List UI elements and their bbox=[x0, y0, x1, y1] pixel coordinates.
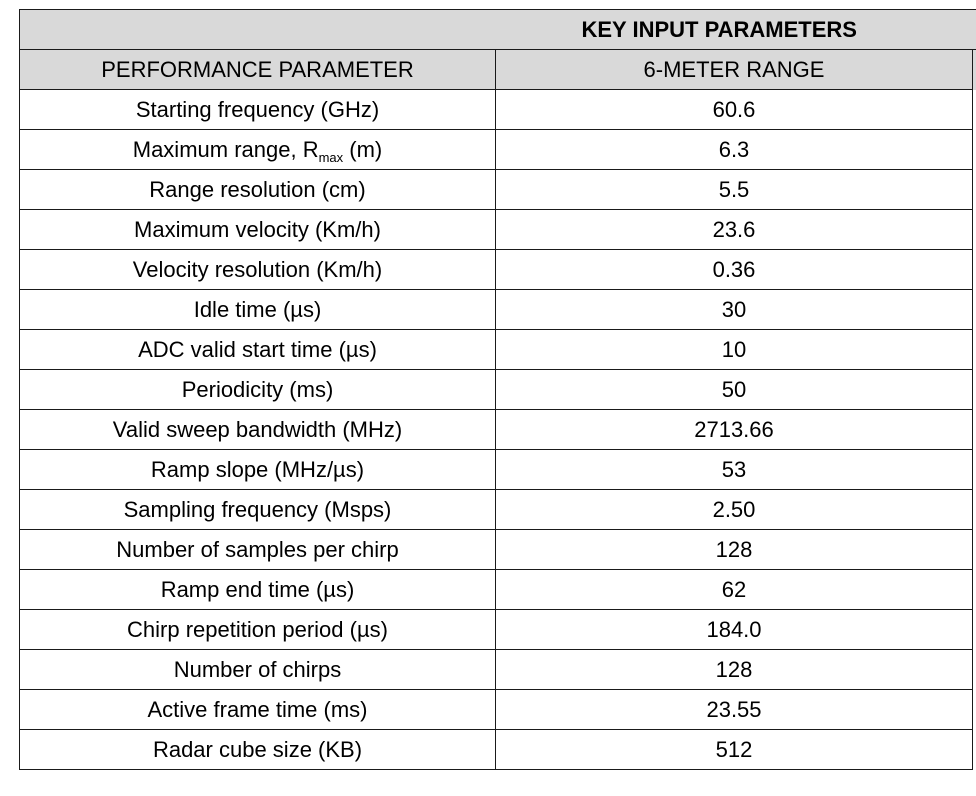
value-cell: 53 bbox=[496, 450, 973, 490]
table-row bbox=[20, 330, 976, 370]
parameters-table bbox=[19, 9, 976, 770]
param-cell: Number of chirps bbox=[20, 650, 496, 690]
spacer-cell bbox=[973, 250, 976, 290]
value-cell: 0.36 bbox=[496, 250, 973, 290]
param-unit: (m) bbox=[343, 136, 383, 162]
param-cell: Range resolution (cm) bbox=[20, 170, 496, 210]
param-cell: Periodicity (ms) bbox=[20, 370, 496, 410]
param-cell: Sampling frequency (Msps) bbox=[20, 490, 496, 530]
table-row bbox=[20, 250, 976, 290]
param-text: Maximum range, R bbox=[132, 136, 319, 162]
group-header-blank-cell bbox=[20, 10, 496, 50]
table-row bbox=[20, 450, 976, 490]
value-cell: 10 bbox=[496, 330, 973, 370]
table-row bbox=[20, 90, 976, 130]
param-cell: ADC valid start time (µs) bbox=[20, 330, 496, 370]
table-row bbox=[20, 410, 976, 450]
table-row bbox=[20, 290, 976, 330]
column-header-row bbox=[20, 50, 976, 90]
param-cell bbox=[20, 130, 496, 170]
spacer-cell bbox=[973, 90, 976, 130]
spacer-cell bbox=[973, 730, 976, 770]
spacer-cell bbox=[973, 450, 976, 490]
value-cell: 60.6 bbox=[496, 90, 973, 130]
spacer-cell bbox=[973, 130, 976, 170]
value-cell: 128 bbox=[496, 530, 973, 570]
value-cell: 2.50 bbox=[496, 490, 973, 530]
spacer-cell bbox=[973, 570, 976, 610]
param-cell: Velocity resolution (Km/h) bbox=[20, 250, 496, 290]
table-row bbox=[20, 370, 976, 410]
spacer-cell bbox=[973, 610, 976, 650]
param-cell: Radar cube size (KB) bbox=[20, 730, 496, 770]
param-cell: Valid sweep bandwidth (MHz) bbox=[20, 410, 496, 450]
value-cell: 512 bbox=[496, 730, 973, 770]
column-header-parameter: PERFORMANCE PARAMETER bbox=[20, 50, 496, 90]
table-row bbox=[20, 570, 976, 610]
param-cell: Ramp end time (µs) bbox=[20, 570, 496, 610]
table-row bbox=[20, 730, 976, 770]
table-row bbox=[20, 690, 976, 730]
param-cell: Starting frequency (GHz) bbox=[20, 90, 496, 130]
table-row bbox=[20, 490, 976, 530]
value-cell: 23.6 bbox=[496, 210, 973, 250]
spacer-cell bbox=[973, 490, 976, 530]
value-cell: 6.3 bbox=[496, 130, 973, 170]
column-header-value: 6-METER RANGE bbox=[496, 50, 973, 90]
value-cell: 5.5 bbox=[496, 170, 973, 210]
spacer-cell bbox=[973, 530, 976, 570]
group-header-title: KEY INPUT PARAMETERS bbox=[496, 10, 976, 50]
column-header-spacer bbox=[973, 50, 976, 90]
spacer-cell bbox=[973, 410, 976, 450]
table-row bbox=[20, 530, 976, 570]
value-cell: 50 bbox=[496, 370, 973, 410]
param-cell: Maximum velocity (Km/h) bbox=[20, 210, 496, 250]
table-row bbox=[20, 170, 976, 210]
value-cell: 128 bbox=[496, 650, 973, 690]
spacer-cell bbox=[973, 330, 976, 370]
param-cell: Chirp repetition period (µs) bbox=[20, 610, 496, 650]
table-row bbox=[20, 610, 976, 650]
spacer-cell bbox=[973, 650, 976, 690]
spacer-cell bbox=[973, 290, 976, 330]
value-cell: 184.0 bbox=[496, 610, 973, 650]
param-cell: Idle time (µs) bbox=[20, 290, 496, 330]
value-cell: 62 bbox=[496, 570, 973, 610]
table-row bbox=[20, 130, 976, 170]
spacer-cell bbox=[973, 370, 976, 410]
value-cell: 23.55 bbox=[496, 690, 973, 730]
spacer-cell bbox=[973, 690, 976, 730]
value-cell: 30 bbox=[496, 290, 973, 330]
param-cell: Active frame time (ms) bbox=[20, 690, 496, 730]
value-cell: 2713.66 bbox=[496, 410, 973, 450]
param-subscript: max bbox=[318, 149, 344, 165]
group-header-row bbox=[20, 10, 976, 50]
spacer-cell bbox=[973, 170, 976, 210]
param-cell: Number of samples per chirp bbox=[20, 530, 496, 570]
parameters-table-container bbox=[19, 9, 976, 770]
spacer-cell bbox=[973, 210, 976, 250]
table-row bbox=[20, 650, 976, 690]
param-cell: Ramp slope (MHz/µs) bbox=[20, 450, 496, 490]
table-row bbox=[20, 210, 976, 250]
